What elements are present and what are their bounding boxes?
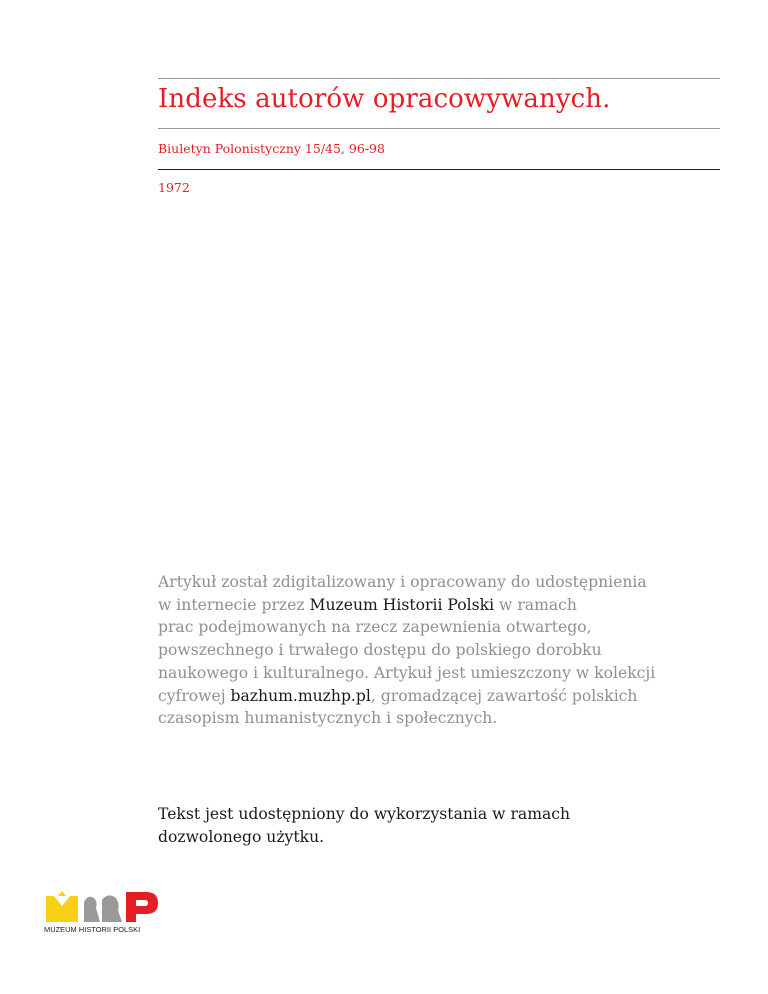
notice-line: prac podejmowanych na rzecz zapewnienia otwartego, — [158, 618, 592, 637]
museum-logo — [44, 890, 164, 934]
notice-text: , gromadzącej zawartość polskich — [370, 686, 638, 705]
document-year: 1972 — [158, 180, 190, 195]
museum-logo-icon — [44, 890, 164, 924]
usage-line: Tekst jest udostępniony do wykorzystania w ramach — [158, 805, 571, 823]
bazhum-link[interactable]: bazhum.muzhp.pl — [230, 686, 371, 705]
notice-line: Artykuł został zdigitalizowany i opracowany do udostępnienia — [158, 573, 647, 591]
title-rule — [158, 128, 720, 129]
notice-line — [158, 594, 718, 617]
notice-text: w internecie przez — [158, 595, 310, 614]
document-title: Indeks autorów opracowywanych. — [158, 84, 611, 114]
digitization-notice — [158, 571, 718, 730]
notice-line: czasopism humanistycznych i społecznych. — [158, 709, 498, 728]
usage-notice — [158, 803, 718, 848]
notice-line: naukowego i kulturalnego. Artykuł jest umieszczony w kolekcji — [158, 663, 656, 682]
notice-text: cyfrowej — [158, 686, 231, 705]
usage-line: dozwolonego użytku. — [158, 827, 325, 846]
notice-line — [158, 685, 718, 708]
museum-link[interactable]: Muzeum Historii Polski — [309, 595, 495, 614]
notice-text: w ramach — [494, 595, 577, 614]
museum-logo-text: MUZEUM HISTORII POLSKI — [44, 925, 141, 934]
top-rule — [158, 78, 720, 79]
notice-line: powszechnego i trwałego dostępu do polskiego dorobku — [158, 641, 602, 660]
document-source: Biuletyn Polonistyczny 15/45, 96-98 — [158, 141, 385, 156]
source-rule — [158, 169, 720, 170]
